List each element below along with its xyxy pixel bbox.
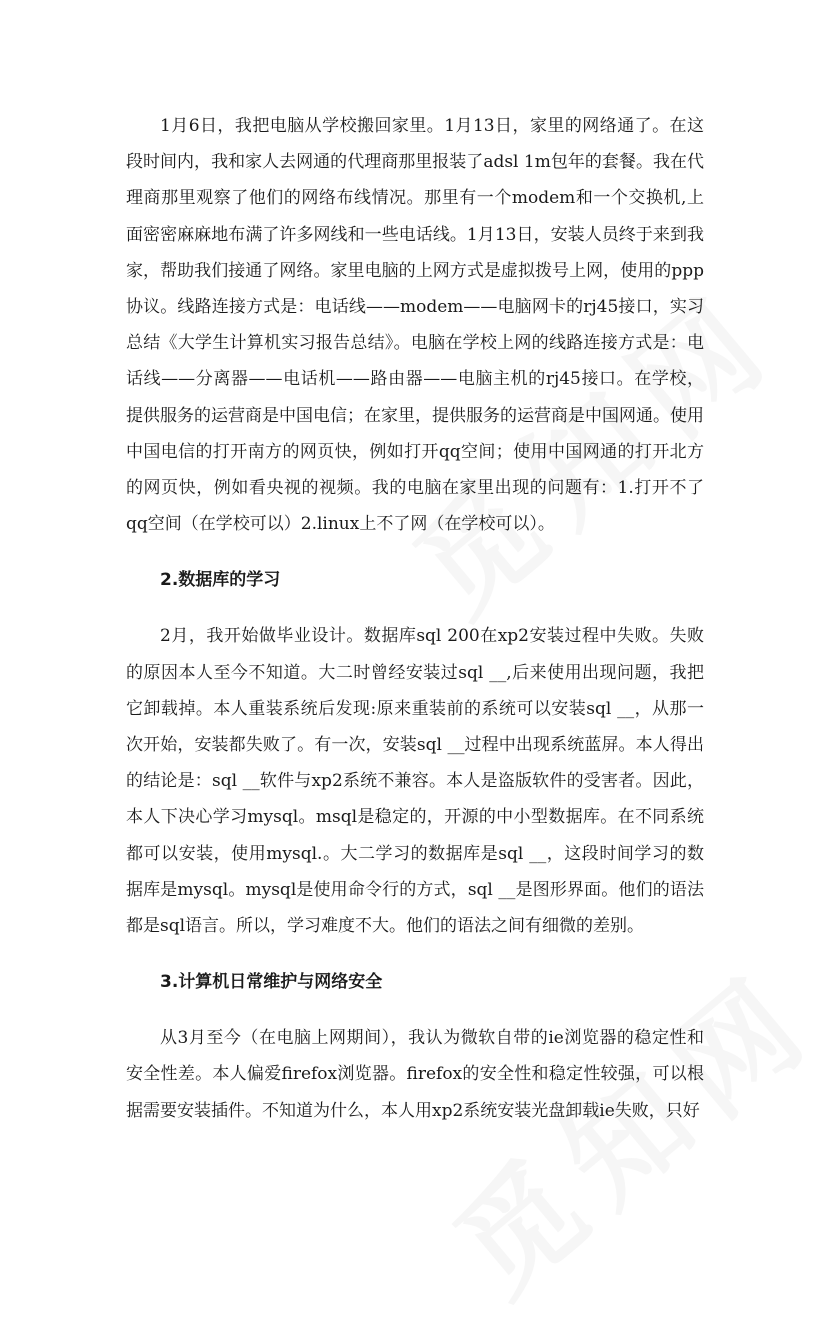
- section-heading: 2.数据库的学习: [160, 570, 281, 591]
- paragraph: 2月，我开始做毕业设计。数据库sql 200在xp2安装过程中失败。失败的原因本人至今不知道。大二时曾经安装过sql __,后来使用出现问题，我把它卸载掉。本人重装系统后发现:原来重装前的系统可以安装sql __，从那一次开始，安装都失败了。有一次，安装sql __过程中出现系统蓝屏。本人得出的结论是：sql __软件与xp2系统不兼容。本人是盗版软件的受害者。因此，本人下决心学习mysql。msql是稳定的，开源的中小型数据库。在不同系统都可以安装，使用mysql.。大二学习的数据库是sql __，这段时间学习的数据库是mysql。mysql是使用命令行的方式，sql __是图形界面。他们的语法都是sql语言。所以，学习难度不大。他们的语法之间有细微的差别。: [126, 626, 704, 937]
- paragraph: 1月6日，我把电脑从学校搬回家里。1月13日，家里的网络通了。在这段时间内，我和家人去网通的代理商那里报装了adsl 1m包年的套餐。我在代理商那里观察了他们的网络布线情况。那里有一个modem和一个交换机,上面密密麻麻地布满了许多网线和一些电话线。1月13日，安装人员终于来到我家，帮助我们接通了网络。家里电脑的上网方式是虚拟拨号上网，使用的ppp协议。线路连接方式是：电话线——modem——电脑网卡的rj45接口，实习总结《大学生计算机实习报告总结》。电脑在学校上网的线路连接方式是：电话线——分离器——电话机——路由器——电脑主机的rj45接口。在学校，提供服务的运营商是中国电信；在家里，提供服务的运营商是中国网通。使用中国电信的打开南方的网页快，例如打开qq空间；使用中国网通的打开北方的网页快，例如看央视的视频。我的电脑在家里出现的问题有：1.打开不了qq空间（在学校可以）2.linux上不了网（在学校可以）。: [126, 116, 704, 535]
- paragraph: 从3月至今（在电脑上网期间），我认为微软自带的ie浏览器的稳定性和安全性差。本人偏爱firefox浏览器。firefox的安全性和稳定性较强，可以根据需要安装插件。不知道为什么，本人用xp2系统安装光盘卸载ie失败，只好: [126, 1028, 704, 1121]
- section-heading: 3.计算机日常维护与网络安全: [160, 972, 383, 993]
- document-body: [126, 108, 704, 1129]
